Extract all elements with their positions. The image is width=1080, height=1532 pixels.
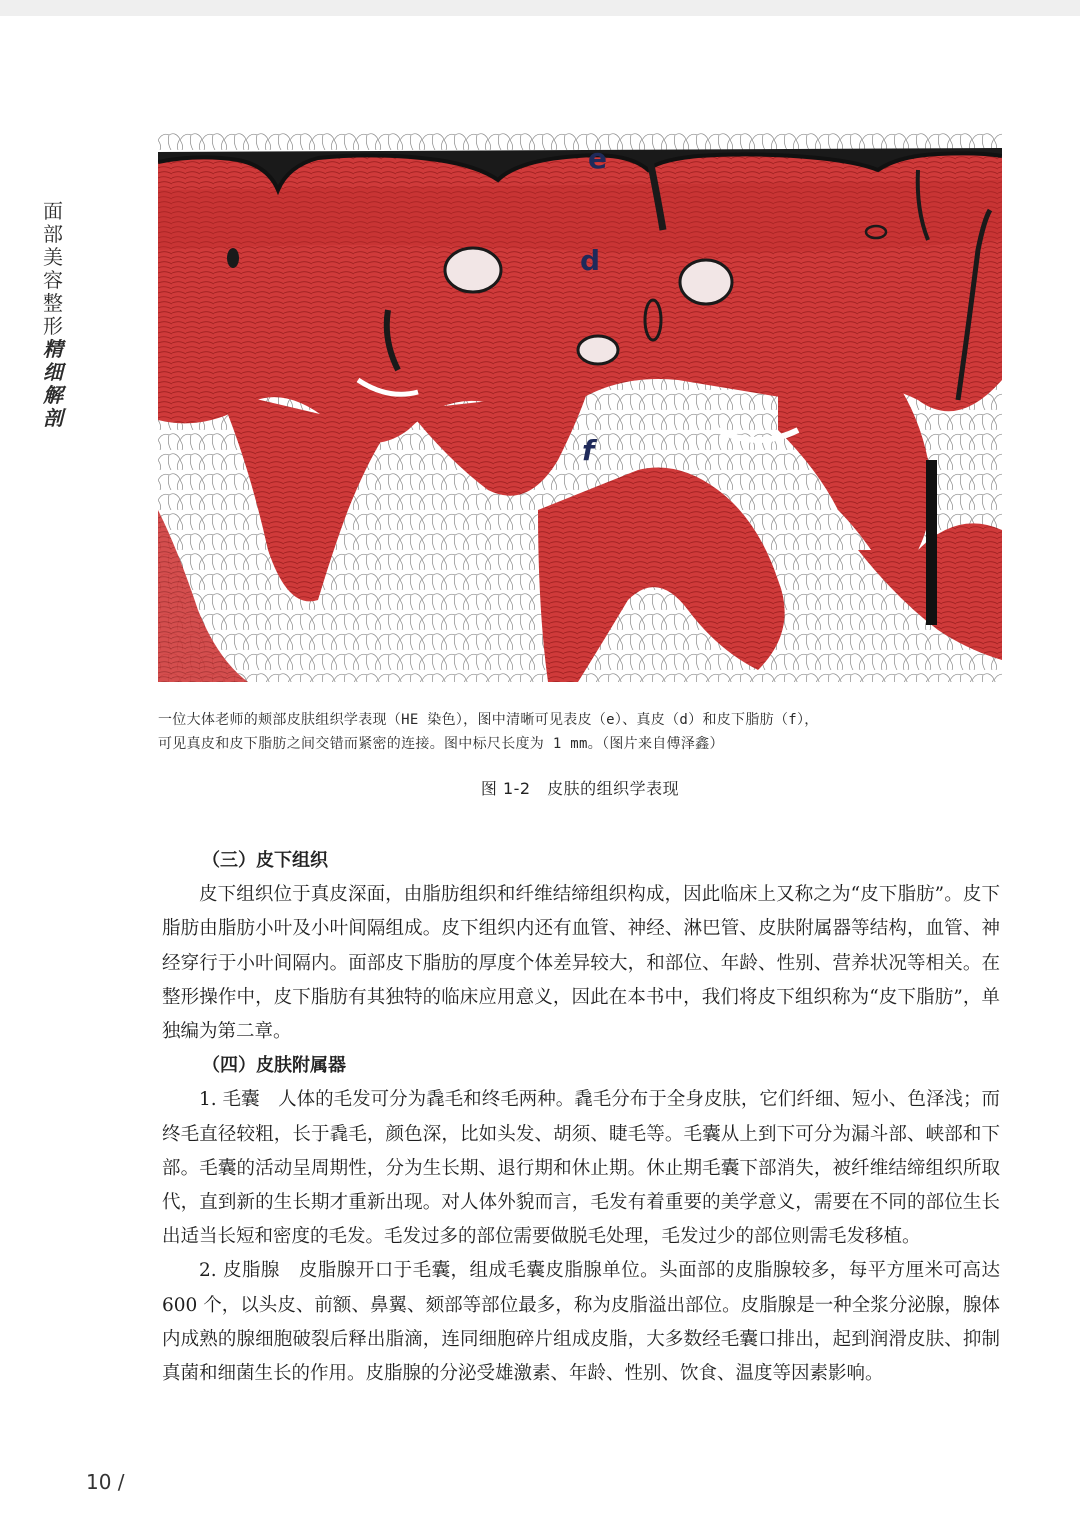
title-char-stylized: 剖 xyxy=(43,406,63,430)
label-dermis: d xyxy=(580,244,601,277)
title-char-stylized: 精 xyxy=(43,337,63,361)
histology-image xyxy=(158,130,1002,682)
paragraph-subcutaneous: 皮下组织位于真皮深面，由脂肪组织和纤维结缔组织构成，因此临床上又称之为“皮下脂肪”。皮下脂肪由脂肪小叶及小叶间隔组成。皮下组织内还有血管、神经、淋巴管、皮肤附属器等结构，血管、神经穿行于小叶间隔内。面部皮下脂肪的厚度个体差异较大，和部位、年龄、性别、营养状况等相关。在整形操作中，皮下脂肪有其独特的临床应用意义，因此在本书中，我们将皮下组织称为“皮下脂肪”，单独编为第二章。 xyxy=(162,884,1000,1043)
label-subcutaneous-fat: f xyxy=(582,434,595,467)
caption-line: 可见真皮和皮下脂肪之间交错而紧密的连接。图中标尺长度为 1 mm。（图片来自傅泽鑫） xyxy=(158,736,724,752)
scale-bar xyxy=(926,460,937,625)
top-margin-bar xyxy=(0,0,1080,16)
running-book-title xyxy=(38,200,68,430)
figure-caption xyxy=(158,708,1018,756)
caption-line: 一位大体老师的颊部皮肤组织学表现（HE 染色），图中清晰可见表皮（e）、真皮（d）和皮下脂肪（f）， xyxy=(158,712,819,728)
title-char: 形 xyxy=(43,314,63,338)
section-heading-appendages: （四）皮肤附属器 xyxy=(202,1055,346,1077)
title-char-stylized: 细 xyxy=(43,360,63,384)
title-char: 容 xyxy=(43,268,63,292)
histology-figure xyxy=(158,130,1002,682)
paragraph-sebaceous-gland: 2. 皮脂腺 皮脂腺开口于毛囊，组成毛囊皮脂腺单位。头面部的皮脂腺较多，每平方厘米可高达 600 个，以头皮、前额、鼻翼、颏部等部位最多，称为皮脂溢出部位。皮脂腺是一种全浆分泌腺，腺体内成熟的腺细胞破裂后释出脂滴，连同细胞碎片组成皮脂，大多数经毛囊口排出，起到润滑皮肤、抑制真菌和细菌生长的作用。皮脂腺的分泌受雄激素、年龄、性别、饮食、温度等因素影响。 xyxy=(162,1260,1000,1385)
title-char: 整 xyxy=(43,291,63,315)
title-char: 美 xyxy=(43,245,63,269)
paragraph-hair-follicle: 1. 毛囊 人体的毛发可分为毳毛和终毛两种。毳毛分布于全身皮肤，它们纤细、短小、色泽浅；而终毛直径较粗，长于毳毛，颜色深，比如头发、胡须、睫毛等。毛囊从上到下可分为漏斗部、峡部和下部。毛囊的活动呈周期性，分为生长期、退行期和休止期。休止期毛囊下部消失，被纤维结缔组织所取代，直到新的生长期才重新出现。对人体外貌而言，毛发有着重要的美学意义，需要在不同的部位生长出适当长短和密度的毛发。毛发过多的部位需要做脱毛处理，毛发过少的部位则需毛发移植。 xyxy=(162,1089,1000,1248)
title-char-stylized: 解 xyxy=(43,383,63,407)
section-heading-subcutaneous: （三）皮下组织 xyxy=(202,850,328,871)
label-epidermis: e xyxy=(588,142,607,175)
title-char: 部 xyxy=(43,222,63,246)
title-char: 面 xyxy=(43,199,63,223)
page-number: 10 / xyxy=(86,1470,125,1494)
main-text xyxy=(162,844,1000,1391)
figure-title: 图 1-2 皮肤的组织学表现 xyxy=(480,779,680,798)
